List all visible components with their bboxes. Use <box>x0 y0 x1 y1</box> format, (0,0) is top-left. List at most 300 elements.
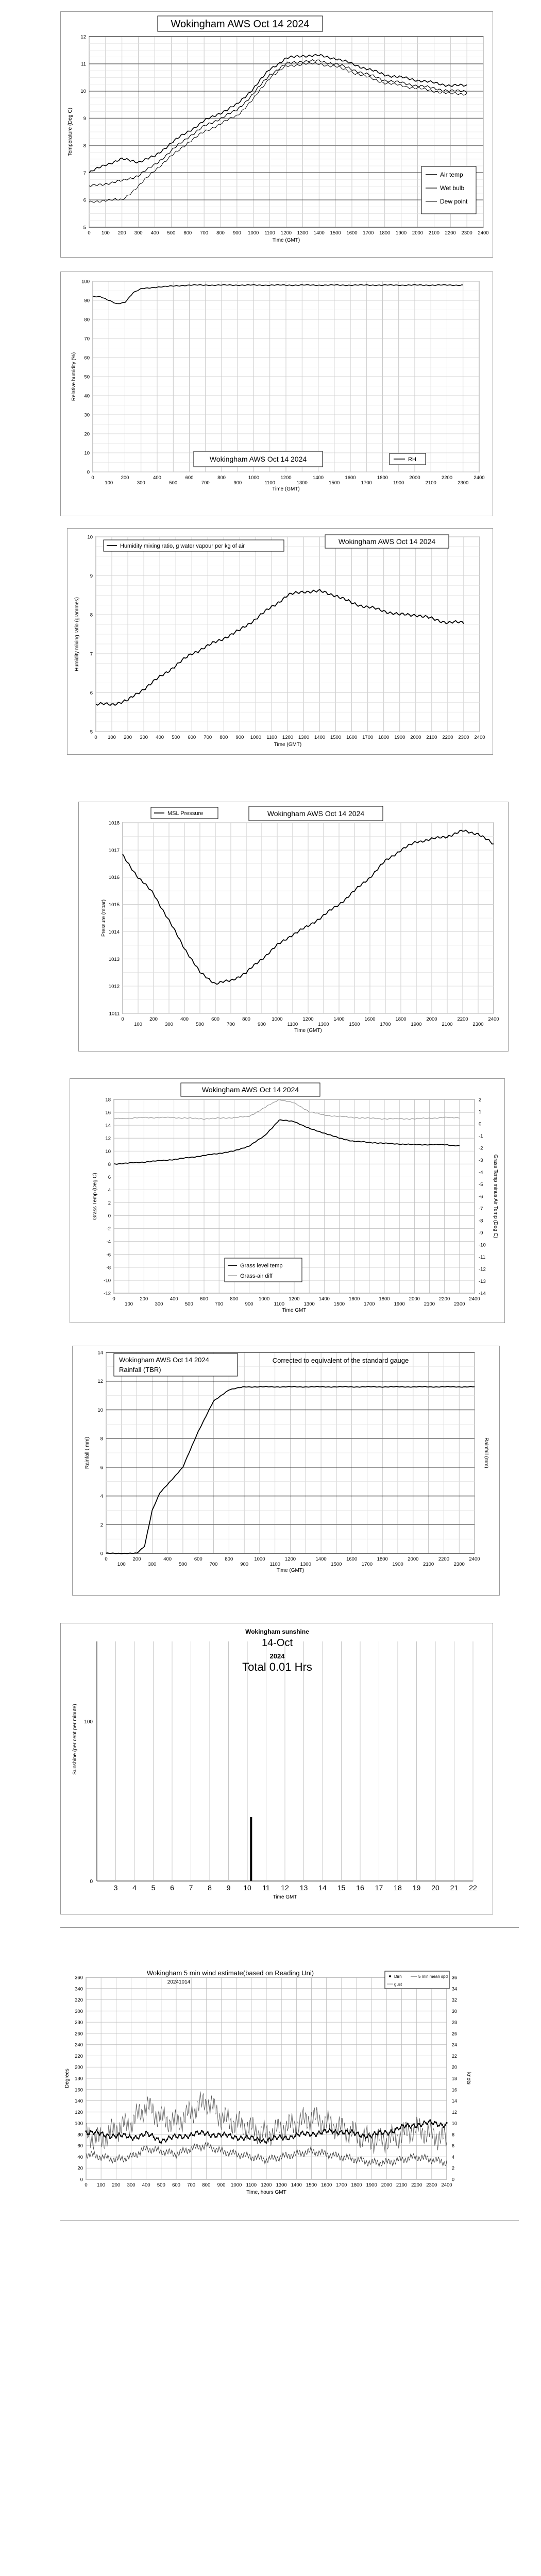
y-right-axis-label: Grass Temp minus Air Temp (Deg C) <box>493 1154 498 1239</box>
y-tick-label: 340 <box>75 1986 83 1992</box>
x-tick-label: 2300 <box>458 480 469 486</box>
x-tick-label: 1800 <box>378 735 390 740</box>
x-tick-label: 1500 <box>329 480 340 486</box>
x-tick-label: 600 <box>211 1016 219 1022</box>
y-tick-label: 60 <box>77 2143 83 2149</box>
x-tick-label: 2400 <box>469 1296 480 1302</box>
direction-point <box>426 2124 428 2125</box>
direction-point <box>317 2133 318 2134</box>
x-tick-label: 1100 <box>274 1301 285 1307</box>
direction-point <box>326 2131 327 2133</box>
x-tick-label: 1000 <box>254 1556 265 1562</box>
direction-point <box>221 2136 222 2138</box>
y-tick-label: 1017 <box>108 848 120 854</box>
y-right-tick-label: 6 <box>452 2143 455 2149</box>
direction-point <box>323 2129 324 2131</box>
y-tick-label: 0 <box>87 469 90 476</box>
direction-point <box>399 2128 401 2129</box>
legend-swatch <box>389 1975 391 1977</box>
direction-point <box>366 2137 368 2138</box>
x-tick-label: 1900 <box>396 230 407 236</box>
direction-point <box>253 2139 255 2141</box>
x-tick-label: 900 <box>232 230 241 236</box>
direction-point <box>339 2131 341 2132</box>
direction-point <box>383 2133 384 2134</box>
x-tick-label: 11 <box>262 1884 270 1892</box>
direction-point <box>306 2131 308 2133</box>
y-tick-label: 11 <box>81 61 86 67</box>
direction-point <box>171 2138 173 2140</box>
direction-point <box>132 2139 133 2141</box>
x-tick-label: 2400 <box>469 1556 480 1562</box>
y-tick-label: 2 <box>100 1522 103 1528</box>
y-tick-label: 40 <box>77 2154 83 2160</box>
y-axis-label: Humidity mixing ratio (grammes) <box>74 597 80 671</box>
x-tick-label: 3 <box>113 1884 118 1892</box>
direction-point <box>227 2136 228 2138</box>
direction-point <box>318 2130 319 2132</box>
x-tick-label: 1300 <box>318 1022 329 1027</box>
y-right-tick-label: -6 <box>479 1194 483 1200</box>
direction-point <box>207 2131 209 2133</box>
direction-point <box>97 2132 99 2133</box>
direction-point <box>381 2133 383 2135</box>
x-tick-label: 2200 <box>438 1556 449 1562</box>
x-axis-label: Time (GMT) <box>274 742 302 748</box>
direction-point <box>160 2142 162 2144</box>
x-tick-label: 1200 <box>280 230 292 236</box>
x-tick-label: 800 <box>230 1296 239 1302</box>
direction-point <box>275 2136 276 2138</box>
direction-point <box>133 2137 135 2139</box>
y-axis-label: Rainfall ( mm) <box>84 1436 90 1469</box>
direction-point <box>420 2126 422 2127</box>
y-tick-label: 100 <box>75 2121 83 2127</box>
y-tick-label: 2 <box>108 1200 111 1207</box>
direction-point <box>303 2133 305 2135</box>
x-tick-label: 2200 <box>411 2182 422 2188</box>
direction-point <box>386 2131 387 2133</box>
y-right-tick-label: -9 <box>479 1230 483 1236</box>
direction-point <box>129 2134 130 2136</box>
y-right-tick-label: 24 <box>452 2042 458 2048</box>
direction-point <box>103 2135 105 2137</box>
direction-point <box>392 2131 393 2133</box>
direction-point <box>85 2130 87 2132</box>
direction-point <box>228 2134 229 2136</box>
y-tick-label: 80 <box>77 2132 83 2138</box>
y-axis-label: Grass Temp (Deg C) <box>92 1173 98 1220</box>
direction-point <box>252 2136 253 2137</box>
x-tick-label: 0 <box>91 475 94 481</box>
direction-point <box>119 2132 120 2134</box>
direction-point <box>127 2137 129 2138</box>
direction-point <box>312 2132 314 2133</box>
x-tick-label: 2200 <box>445 230 456 236</box>
x-tick-label: 900 <box>245 1301 253 1307</box>
direction-point <box>138 2138 139 2140</box>
y-right-tick-label: 1 <box>479 1109 482 1115</box>
direction-point <box>150 2134 151 2136</box>
legend-label: Dew point <box>440 198 468 205</box>
direction-point <box>297 2133 299 2135</box>
legend-label: Wet bulb <box>440 184 465 192</box>
direction-point <box>398 2129 399 2130</box>
y-tick-label: 320 <box>75 1997 83 2004</box>
chart-title: Wokingham sunshine <box>245 1628 309 1635</box>
y-tick-label: 1016 <box>108 875 120 881</box>
x-tick-label: 300 <box>165 1022 173 1027</box>
x-tick-label: 1700 <box>380 1022 391 1027</box>
x-tick-label: 1800 <box>379 230 391 236</box>
direction-point <box>91 2131 93 2132</box>
y-axis-label: Degrees <box>64 2069 70 2088</box>
direction-point <box>438 2125 440 2126</box>
y-right-tick-label: 36 <box>452 1975 458 1980</box>
direction-point <box>335 2129 336 2131</box>
direction-point <box>108 2134 109 2136</box>
x-tick-label: 1000 <box>231 2182 242 2188</box>
y-tick-label: 100 <box>84 1719 93 1725</box>
x-tick-label: 800 <box>217 475 226 481</box>
direction-point <box>365 2138 366 2139</box>
x-tick-label: 1000 <box>250 735 261 740</box>
direction-point <box>261 2140 263 2142</box>
direction-point <box>351 2129 353 2131</box>
direction-point <box>141 2133 142 2134</box>
direction-point <box>387 2134 389 2136</box>
direction-point <box>428 2121 429 2122</box>
direction-point <box>201 2130 202 2131</box>
direction-point <box>437 2125 438 2127</box>
x-tick-label: 1800 <box>377 475 388 481</box>
chart-subtitle: Rainfall (TBR) <box>119 1366 161 1374</box>
y-tick-label: 0 <box>90 1879 93 1885</box>
y-tick-label: -8 <box>106 1265 111 1271</box>
direction-point <box>413 2124 414 2125</box>
y-right-tick-label: 28 <box>452 2020 458 2025</box>
direction-point <box>414 2126 416 2128</box>
direction-point <box>206 2132 207 2134</box>
direction-point <box>124 2133 126 2135</box>
x-tick-label: 300 <box>134 230 143 236</box>
direction-point <box>96 2129 97 2131</box>
y-tick-label: 220 <box>75 2053 83 2059</box>
y-tick-label: 80 <box>84 317 90 323</box>
direction-point <box>440 2123 442 2124</box>
sunshine-chart <box>61 1623 494 1915</box>
y-tick-label: 4 <box>100 1494 103 1500</box>
y-right-tick-label: 22 <box>452 2053 458 2059</box>
direction-point <box>193 2135 195 2137</box>
direction-point <box>214 2136 216 2138</box>
direction-point <box>157 2138 159 2139</box>
direction-point <box>444 2124 446 2126</box>
x-tick-label: 300 <box>140 735 148 740</box>
direction-point <box>162 2139 163 2140</box>
direction-point <box>175 2136 177 2138</box>
x-tick-label: 7 <box>189 1884 193 1892</box>
x-tick-label: 0 <box>105 1556 108 1562</box>
x-tick-label: 2000 <box>412 230 424 236</box>
direction-point <box>186 2136 188 2137</box>
direction-point <box>102 2131 103 2133</box>
x-tick-label: 1900 <box>394 735 405 740</box>
direction-point <box>344 2133 345 2134</box>
direction-point <box>332 2132 333 2134</box>
x-tick-label: 10 <box>243 1884 251 1892</box>
direction-point <box>180 2134 181 2136</box>
direction-point <box>419 2123 420 2125</box>
y-tick-label: 1014 <box>108 929 120 935</box>
y-right-tick-label: 0 <box>452 2177 455 2182</box>
x-tick-label: 500 <box>196 1022 204 1027</box>
y-tick-label: -2 <box>106 1226 111 1232</box>
y-tick-label: 1015 <box>108 902 120 908</box>
x-tick-label: 15 <box>337 1884 346 1892</box>
direction-point <box>402 2125 404 2126</box>
y-tick-label: 12 <box>80 34 86 40</box>
direction-point <box>217 2132 219 2134</box>
chart-title: Wokingham 5 min wind estimate(based on Reading Uni) <box>146 1969 314 1977</box>
x-tick-label: 1000 <box>248 475 260 481</box>
y-right-tick-label: 2 <box>479 1097 482 1103</box>
y-tick-label: 10 <box>87 534 93 540</box>
x-tick-label: 2200 <box>442 735 453 740</box>
x-tick-label: 100 <box>117 1562 126 1567</box>
x-tick-label: 1200 <box>282 735 294 740</box>
x-tick-label: 100 <box>97 2182 106 2188</box>
x-tick-label: 1400 <box>313 230 325 236</box>
y-tick-label: 180 <box>75 2076 83 2082</box>
x-tick-label: 900 <box>258 1022 266 1027</box>
y-tick-label: 10 <box>105 1148 111 1155</box>
x-tick-label: 2100 <box>442 1022 453 1027</box>
legend-label: Dirn <box>394 1974 402 1979</box>
x-tick-label: 2200 <box>439 1296 450 1302</box>
direction-point <box>224 2131 225 2133</box>
y-axis-label: Temperature (Deg C) <box>67 108 73 156</box>
chart-title: Wokingham AWS Oct 14 2024 <box>119 1356 209 1364</box>
x-tick-label: 500 <box>184 1301 193 1307</box>
mixing-ratio-chart-panel <box>67 528 493 755</box>
x-tick-label: 900 <box>240 1562 249 1567</box>
y-right-tick-label: -1 <box>479 1133 483 1139</box>
x-tick-label: 700 <box>209 1562 218 1567</box>
y-right-tick-label: 16 <box>452 2087 458 2093</box>
y-right-tick-label: -4 <box>479 1170 483 1176</box>
direction-point <box>225 2134 227 2136</box>
direction-point <box>199 2132 201 2134</box>
x-tick-label: 19 <box>412 1884 421 1892</box>
direction-point <box>405 2125 407 2127</box>
divider-rule <box>60 1927 519 1928</box>
y-tick-label: 160 <box>75 2087 83 2093</box>
legend-label: Grass-air diff <box>240 1273 273 1279</box>
direction-point <box>242 2137 243 2139</box>
direction-point <box>232 2138 234 2139</box>
x-tick-label: 2100 <box>426 735 437 740</box>
direction-point <box>147 2132 148 2133</box>
x-axis-label: Time GMT <box>273 1894 297 1900</box>
chart-title: Wokingham AWS Oct 14 2024 <box>201 1086 299 1094</box>
x-tick-label: 1000 <box>259 1296 270 1302</box>
x-tick-label: 800 <box>242 1016 250 1022</box>
x-tick-label: 1200 <box>302 1016 314 1022</box>
x-tick-label: 1500 <box>349 1022 360 1027</box>
humidity-chart-panel <box>60 272 493 516</box>
x-tick-label: 1800 <box>379 1296 390 1302</box>
y-tick-label: 280 <box>75 2020 83 2026</box>
direction-point <box>348 2133 350 2134</box>
x-tick-label: 2300 <box>458 735 469 740</box>
direction-point <box>88 2133 90 2135</box>
x-tick-label: 2100 <box>424 1301 435 1307</box>
x-tick-label: 1600 <box>345 475 356 481</box>
y-right-tick-label: 30 <box>452 2008 458 2014</box>
x-tick-label: 9 <box>226 1884 231 1892</box>
direction-point <box>100 2132 102 2133</box>
y-tick-label: 6 <box>90 690 93 696</box>
direction-point <box>145 2131 147 2132</box>
x-tick-label: 14 <box>318 1884 327 1892</box>
y-tick-label: 8 <box>83 143 86 149</box>
x-tick-label: 2100 <box>425 480 436 486</box>
direction-point <box>183 2137 184 2138</box>
direction-point <box>264 2141 265 2143</box>
direction-point <box>299 2135 300 2137</box>
grass-temp-chart-panel <box>70 1078 505 1323</box>
x-tick-label: 1500 <box>333 1301 345 1307</box>
x-tick-label: 0 <box>121 1016 124 1022</box>
direction-point <box>267 2139 268 2140</box>
x-tick-label: 700 <box>227 1022 235 1027</box>
y-right-tick-label: 10 <box>452 2121 458 2126</box>
direction-point <box>356 2132 357 2134</box>
y-right-tick-label: -3 <box>479 1158 483 1163</box>
x-tick-label: 1900 <box>366 2182 377 2188</box>
y-tick-label: 10 <box>84 450 90 456</box>
direction-point <box>341 2130 342 2131</box>
y-right-tick-label: 34 <box>452 1986 458 1992</box>
chart-subtitle: 14-Oct <box>261 1637 293 1649</box>
y-tick-label: 70 <box>84 336 90 342</box>
y-right-axis-label: Rainfall (mm) <box>483 1437 489 1468</box>
y-tick-label: 9 <box>90 573 93 580</box>
x-tick-label: 100 <box>108 735 116 740</box>
x-tick-label: 1400 <box>314 735 326 740</box>
x-tick-label: 500 <box>167 230 176 236</box>
direction-point <box>293 2138 294 2139</box>
x-tick-label: 1400 <box>312 475 324 481</box>
direction-point <box>389 2132 391 2133</box>
x-tick-label: 1500 <box>331 1562 342 1567</box>
x-tick-label: 600 <box>183 230 192 236</box>
direction-point <box>235 2136 237 2138</box>
x-tick-label: 1700 <box>361 1562 373 1567</box>
chart-title: Wokingham AWS Oct 14 2024 <box>267 809 365 818</box>
direction-point <box>371 2137 373 2138</box>
direction-point <box>432 2123 434 2125</box>
x-tick-label: 600 <box>200 1296 208 1302</box>
x-tick-label: 1100 <box>269 1562 280 1567</box>
x-tick-label: 300 <box>127 2182 136 2188</box>
direction-point <box>362 2133 363 2135</box>
direction-point <box>342 2133 344 2134</box>
direction-point <box>181 2138 183 2139</box>
y-right-tick-label: -13 <box>479 1279 486 1284</box>
direction-point <box>126 2137 127 2138</box>
direction-point <box>384 2130 386 2131</box>
direction-point <box>319 2132 321 2134</box>
direction-point <box>378 2130 380 2132</box>
direction-point <box>296 2132 297 2134</box>
y-tick-label: 1018 <box>108 820 120 826</box>
direction-point <box>272 2139 273 2140</box>
direction-point <box>300 2132 301 2134</box>
x-tick-label: 100 <box>105 480 113 486</box>
direction-point <box>324 2129 326 2130</box>
direction-point <box>114 2135 115 2137</box>
x-tick-label: 1300 <box>303 1301 315 1307</box>
x-axis-label: Time, hours GMT <box>246 2190 286 2195</box>
direction-point <box>368 2133 369 2135</box>
x-tick-label: 4 <box>132 1884 137 1892</box>
direction-point <box>290 2135 291 2137</box>
direction-point <box>354 2134 356 2136</box>
y-tick-label: 200 <box>75 2064 83 2071</box>
direction-point <box>283 2137 285 2138</box>
wind-chart <box>60 1968 493 2215</box>
direction-point <box>291 2136 293 2137</box>
direction-point <box>178 2134 180 2136</box>
x-tick-label: 800 <box>225 1556 233 1562</box>
x-tick-label: 600 <box>172 2182 180 2188</box>
direction-point <box>268 2137 270 2139</box>
direction-point <box>210 2137 211 2138</box>
y-tick-label: 12 <box>97 1379 103 1385</box>
x-tick-label: 1600 <box>346 230 358 236</box>
x-axis-label: Time GMT <box>282 1308 307 1313</box>
direction-point <box>250 2136 252 2137</box>
y-axis-label: Sunshine (per cent per minute) <box>72 1704 78 1775</box>
x-tick-label: 600 <box>188 735 196 740</box>
direction-point <box>237 2139 239 2141</box>
direction-point <box>404 2127 405 2128</box>
direction-point <box>369 2135 371 2137</box>
x-tick-label: 1400 <box>291 2182 302 2188</box>
sunshine-bar <box>250 1817 252 1881</box>
chart-total: Total 0.01 Hrs <box>242 1660 312 1673</box>
x-tick-label: 2300 <box>426 2182 437 2188</box>
x-axis-label: Time (GMT) <box>294 1028 322 1033</box>
chart-year: 2024 <box>269 1652 285 1660</box>
x-tick-label: 800 <box>202 2182 211 2188</box>
x-tick-label: 400 <box>180 1016 189 1022</box>
x-tick-label: 600 <box>194 1556 202 1562</box>
x-tick-label: 1500 <box>330 230 341 236</box>
direction-point <box>121 2136 123 2137</box>
direction-point <box>202 2131 204 2133</box>
x-tick-label: 900 <box>235 735 244 740</box>
direction-point <box>401 2124 402 2126</box>
direction-point <box>192 2134 193 2136</box>
rainfall-chart-panel <box>72 1346 500 1596</box>
y-tick-label: 12 <box>105 1136 111 1142</box>
x-tick-label: 100 <box>134 1022 142 1027</box>
y-tick-label: 8 <box>100 1436 103 1442</box>
x-tick-label: 300 <box>148 1562 157 1567</box>
